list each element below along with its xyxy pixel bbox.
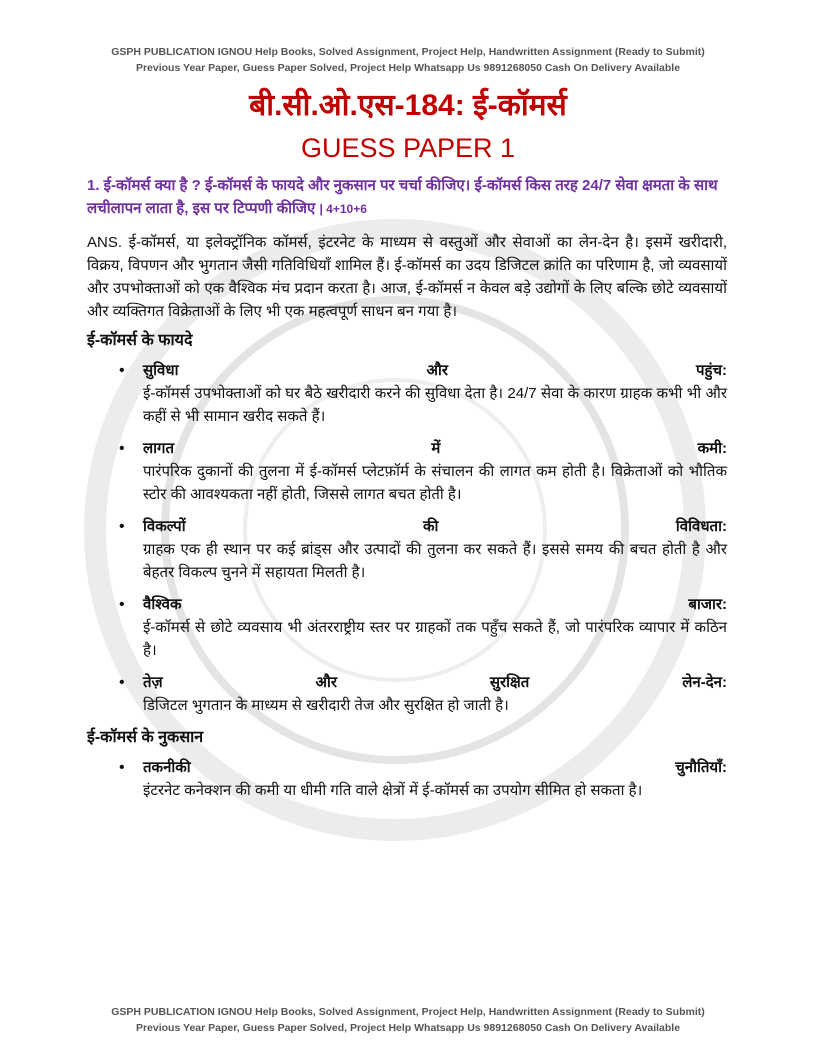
header-line-2: Previous Year Paper, Guess Paper Solved, Project Help Whatsapp Us 9891268050 Cash On Delivery Available [135, 62, 681, 74]
footer-line-2: Previous Year Paper, Guess Paper Solved, Project Help Whatsapp Us 9891268050 Cash On Delivery Available [135, 1022, 681, 1034]
disadvantages-heading: ई-कॉमर्स के नुकसान [87, 729, 204, 747]
document-body [87, 174, 727, 811]
bullet-icon: • [119, 440, 125, 458]
answer-paragraph: ANS. ई-कॉमर्स, या इलेक्ट्रॉनिक कॉमर्स, इंटरनेट के माध्यम से वस्तुओं और सेवाओं का लेन-देन है। इसमें खरीदारी, विक्रय, विपणन और भुगतान जैसी गतिविधियाँ शामिल हैं। ई-कॉमर्स का उदय डिजिटल क्रांति का परिणाम है, जो व्यवसायों और उपभोक्ताओं को एक वैश्विक मंच प्रदान करता है। आज, ई-कॉमर्स न केवल बड़े उद्योगों के लिए बल्कि छोटे व्यवसायों और व्यक्तिगत विक्रेताओं के लिए भी एक महत्वपूर्ण साधन बन गया है। [87, 234, 727, 321]
bullet-heading [143, 671, 727, 694]
heading-word: में [431, 440, 441, 458]
bullet-heading [143, 359, 727, 382]
heading-word: सुरक्षित [489, 674, 530, 692]
question-marks: | 4+10+6 [319, 202, 367, 217]
advantages-list [87, 359, 727, 717]
heading-word: लागत [143, 440, 175, 458]
heading-word: चुनौतियाँ: [675, 759, 727, 777]
heading-word: बाजार: [688, 596, 727, 614]
bullet-item [87, 671, 727, 717]
bullet-item [87, 359, 727, 428]
heading-word: की [423, 518, 439, 536]
document-subtitle: GUESS PAPER 1 [300, 133, 516, 163]
question-text: 1. ई-कॉमर्स क्या है ? ई-कॉमर्स के फायदे और नुकसान पर चर्चा कीजिए। ई-कॉमर्स किस तरह 24/7 सेवा क्षमता के साथ लचीलापन लाता है, इस पर टिप्पणी कीजिए [87, 177, 718, 218]
document-title: बी.सी.ओ.एस-184: ई-कॉमर्स [249, 89, 567, 122]
footer-line-1: GSPH PUBLICATION IGNOU Help Books, Solved Assignment, Project Help, Handwritten Assignment (Ready to Submit) [111, 1006, 705, 1018]
bullet-heading [143, 437, 727, 460]
bullet-icon: • [119, 674, 125, 692]
bullet-icon: • [119, 518, 125, 536]
advantages-heading: ई-कॉमर्स के फायदे [87, 332, 193, 350]
heading-word: लेन-देन: [682, 674, 727, 692]
page-header [0, 44, 816, 76]
bullet-item [87, 756, 727, 802]
heading-word: सुविधा [143, 362, 179, 380]
bullet-text: ई-कॉमर्स से छोटे व्यवसाय भी अंतरराष्ट्रीय स्तर पर ग्राहकों तक पहुँच सकते हैं, जो पारंपरिक व्यापार में कठिन है। [143, 619, 727, 660]
bullet-item [87, 593, 727, 662]
question [87, 174, 727, 221]
heading-word: पहुंच: [695, 362, 727, 380]
heading-word: कमी: [697, 440, 727, 458]
bullet-text: ग्राहक एक ही स्थान पर कई ब्रांड्स और उत्पादों की तुलना कर सकते हैं। इससे समय की बचत होती है और बेहतर विकल्प चुनने में सहायता मिलती है। [143, 541, 727, 582]
bullet-heading [143, 756, 727, 779]
heading-word: तेज़ [143, 674, 163, 692]
header-line-1: GSPH PUBLICATION IGNOU Help Books, Solved Assignment, Project Help, Handwritten Assignment (Ready to Submit) [111, 46, 705, 58]
bullet-text: ई-कॉमर्स उपभोक्ताओं को घर बैठे खरीदारी करने की सुविधा देता है। 24/7 सेवा के कारण ग्राहक कभी भी और कहीं से भी सामान खरीद सकते हैं। [143, 385, 727, 426]
heading-word: और [315, 674, 338, 692]
bullet-heading [143, 515, 727, 538]
bullet-heading [143, 593, 727, 616]
heading-word: और [426, 362, 448, 380]
disadvantages-list [87, 756, 727, 802]
bullet-text: इंटरनेट कनेक्शन की कमी या धीमी गति वाले क्षेत्रों में ई-कॉमर्स का उपयोग सीमित हो सकता है। [143, 782, 643, 800]
heading-word: विविधता: [675, 518, 727, 536]
bullet-text: डिजिटल भुगतान के माध्यम से खरीदारी तेज और सुरक्षित हो जाती है। [143, 697, 509, 715]
bullet-text: पारंपरिक दुकानों की तुलना में ई-कॉमर्स प्लेटफ़ॉर्म के संचालन की लागत कम होती है। विक्रेताओं को भौतिक स्टोर की आवश्यकता नहीं होती, जिससे लागत बचत होती है। [143, 463, 727, 504]
bullet-icon: • [119, 759, 125, 777]
bullet-item [87, 515, 727, 584]
page-footer [0, 990, 816, 1036]
heading-word: वैश्विक [143, 596, 182, 614]
bullet-icon: • [119, 596, 125, 614]
bullet-icon: • [119, 362, 125, 380]
bullet-item [87, 437, 727, 506]
heading-word: विकल्पों [143, 518, 186, 536]
heading-word: तकनीकी [143, 759, 191, 777]
